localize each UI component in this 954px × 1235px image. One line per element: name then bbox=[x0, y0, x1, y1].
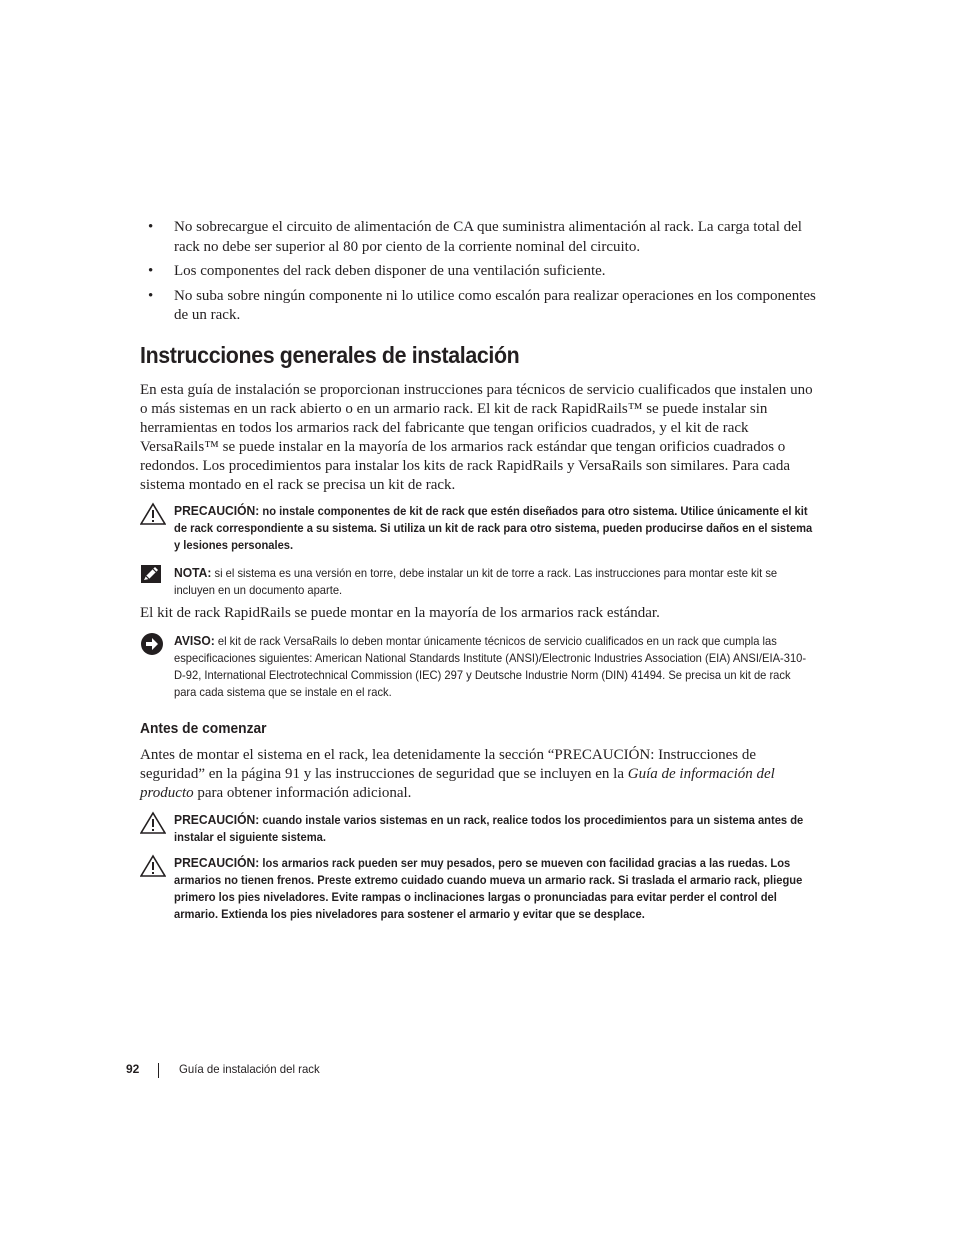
notice-text: el kit de rack VersaRails lo deben montar únicamente técnicos de servicio cualificados en un rack que cumpla las especificaciones siguientes: American National Standards Institute (ANSI)/Electronic Industries Association (EIA) ANSI/EIA-310-D-92, International Electrotechnical Commission (IEC) 297 y Deutsche Industrie Norm (DIN) 41494. Se precisa un kit de rack para cada sistema que se instale en el rack. bbox=[174, 634, 807, 699]
list-item bbox=[140, 218, 820, 257]
product-guide-title: Guía de información del producto bbox=[140, 766, 775, 801]
list-item bbox=[140, 287, 820, 326]
bullet-list bbox=[140, 218, 820, 331]
notice-text: no instale componentes de kit de rack que estén diseñados para otro sistema. Utilice únicamente el kit de rack correspondiente a su sistema. Si utiliza un kit de rack para otro sistema, pueden producirse daños en el sistema y lesiones personales. bbox=[174, 504, 813, 552]
subsection-title: Antes de comenzar bbox=[140, 720, 267, 737]
caution-icon bbox=[140, 811, 166, 837]
notice-label: AVISO: bbox=[174, 633, 215, 648]
bullet-text: Los componentes del rack deben disponer de una ventilación suficiente. bbox=[174, 263, 606, 279]
notice-label: PRECAUCIÓN: bbox=[174, 503, 260, 518]
caution-icon bbox=[140, 502, 166, 528]
intro-paragraph: En esta guía de instalación se proporcionan instrucciones para técnicos de servicio cualificados que instalen uno o más sistemas en un rack abierto o en un armario rack. El kit de rack RapidRails™ se puede instalar sin herramientas en todos los armarios rack del fabricante que tengan orificios cuadrados, y el kit de rack VersaRails™ se puede instalar en la mayoría de los armarios rack estándar que tengan orificios cuadrados o redondos. Los procedimientos para instalar los kits de rack RapidRails y VersaRails son similares. Para cada sistema montado en el rack se precisa un kit de rack. bbox=[140, 382, 813, 493]
notice-label: NOTA: bbox=[174, 565, 212, 580]
notice-text: los armarios rack pueden ser muy pesados, pero se mueven con facilidad gracias a las ruedas. Los armarios no tienen frenos. Preste extremo cuidado cuando mueva un armario rack. Si traslada el armario rack, pliegue primero los pies niveladores. Evite rampas o inclinaciones largas o pronunciadas para evitar perder el control del armario. Extienda los pies niveladores para sostener el armario y evitar que se desplace. bbox=[174, 856, 803, 921]
notice-label: PRECAUCIÓN: bbox=[174, 812, 260, 827]
list-item bbox=[140, 262, 820, 282]
rapidrails-paragraph: El kit de rack RapidRails se puede montar en la mayoría de los armarios rack estándar. bbox=[140, 605, 660, 621]
notice-text: si el sistema es una versión en torre, debe instalar un kit de torre a rack. Las instrucciones para montar este kit se incluyen en un documento aparte. bbox=[174, 566, 778, 597]
bullet-marker: • bbox=[148, 263, 154, 279]
before-text-1: Antes de montar el sistema en el rack, lea detenidamente la sección “PRECAUCIÓN: Instrucciones de seguridad” en la página 91 y las instrucciones de seguridad que se incluyen en la bbox=[140, 747, 757, 782]
caution-icon bbox=[140, 854, 166, 880]
footer-divider bbox=[158, 1063, 159, 1078]
before-paragraph bbox=[140, 746, 820, 803]
caution-notice bbox=[140, 854, 820, 923]
bullet-text: No sobrecargue el circuito de alimentación de CA que suministra alimentación al rack. La carga total del rack no debe ser superior al 80 por ciento de la corriente nominal del circuito. bbox=[174, 219, 802, 255]
arrow-notice-icon bbox=[140, 632, 166, 658]
note-notice bbox=[140, 564, 820, 599]
notice-text: cuando instale varios sistemas en un rack, realice todos los procedimientos para un sistema antes de instalar el siguiente sistema. bbox=[174, 813, 804, 844]
bullet-marker: • bbox=[148, 287, 154, 304]
pencil-note-icon bbox=[140, 564, 166, 590]
bullet-marker: • bbox=[148, 219, 154, 235]
caution-notice bbox=[140, 502, 820, 554]
footer-title: Guía de instalación del rack bbox=[179, 1062, 320, 1076]
caution-notice bbox=[140, 811, 820, 846]
aviso-notice bbox=[140, 632, 820, 701]
before-text-2: para obtener información adicional. bbox=[193, 785, 412, 801]
notice-label: PRECAUCIÓN: bbox=[174, 855, 260, 870]
section-title: Instrucciones generales de instalación bbox=[140, 342, 520, 368]
page-number: 92 bbox=[126, 1062, 140, 1076]
bullet-text: No suba sobre ningún componente ni lo utilice como escalón para realizar operaciones en los componentes de un rack. bbox=[174, 287, 816, 323]
